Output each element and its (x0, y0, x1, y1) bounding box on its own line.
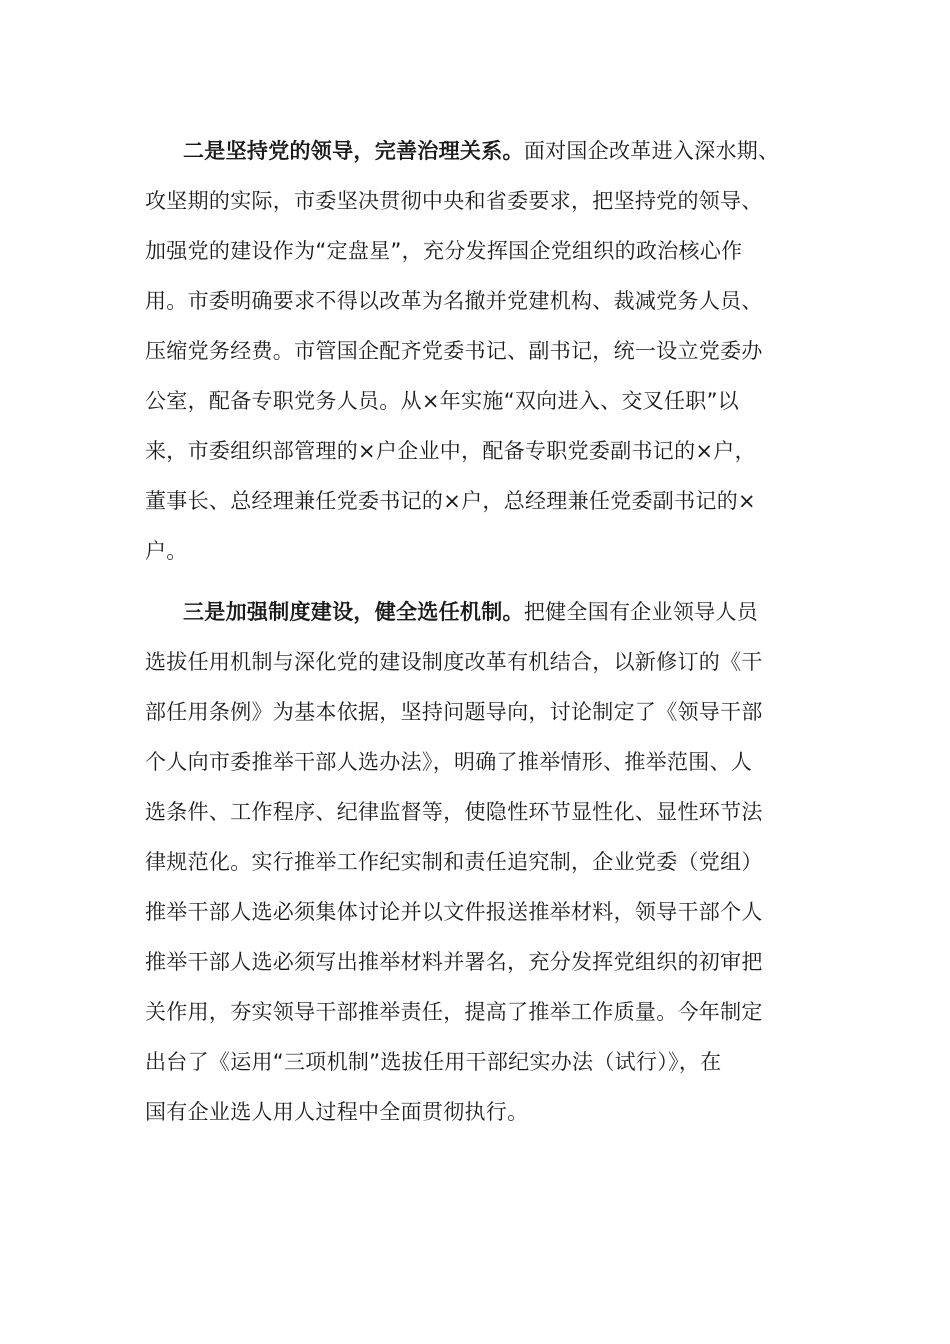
paragraph-2-line-10: 出台了《运用“三项机制”选拔任用干部纪实办法（试行）》，在 (145, 1050, 722, 1074)
paragraph-1-line-8: 董事长、总经理兼任党委书记的×户，总经理兼任党委副书记的× (145, 489, 756, 513)
paragraph-1-line-9: 户。 (145, 539, 188, 563)
paragraph-1-line-6: 公室，配备专职党务人员。从×年实施“双向进入、交叉任职”以 (145, 389, 740, 413)
paragraph-1-line-1 (183, 136, 779, 166)
paragraph-2-line-1 (183, 597, 758, 627)
paragraph-2-line-8: 推举干部人选必须写出推举材料并署名，充分发挥党组织的初审把 (145, 950, 763, 974)
paragraph-2-line-3: 部任用条例》为基本依据，坚持问题导向，讨论制定了《领导干部 (145, 700, 763, 724)
paragraph-2-line-11: 国有企业选人用人过程中全面贯彻执行。 (145, 1100, 529, 1124)
paragraph-1-heading: 二是坚持党的领导，完善治理关系。 (183, 139, 524, 163)
paragraph-2-line-6: 律规范化。实行推举工作纪实制和责任追究制，企业党委（党组） (145, 850, 763, 874)
paragraph-2-line-7: 推举干部人选必须集体讨论并以文件报送推举材料，领导干部个人 (145, 900, 763, 924)
paragraph-1-line-2: 攻坚期的实际，市委坚决贯彻中央和省委要求，把坚持党的领导、 (145, 189, 763, 213)
paragraph-2-line-2: 选拔任用机制与深化党的建设制度改革有机结合，以新修订的《干 (145, 650, 763, 674)
paragraph-2-line-5: 选条件、工作程序、纪律监督等，使隐性环节显性化、显性环节法 (145, 800, 763, 824)
paragraph-1-line-7: 来，市委组织部管理的×户企业中，配备专职党委副书记的×户， (145, 439, 756, 463)
paragraph-1-line-4: 用。市委明确要求不得以改革为名撤并党建机构、裁减党务人员、 (145, 289, 763, 313)
paragraph-1-line-1-text: 面对国企改革进入深水期、 (523, 139, 780, 163)
paragraph-1-line-5: 压缩党务经费。市管国企配齐党委书记、副书记，统一设立党委办 (145, 339, 763, 363)
paragraph-2-line-4: 个人向市委推举干部人选办法》，明确了推举情形、推举范围、人 (145, 750, 753, 774)
paragraph-1-line-3: 加强党的建设作为“定盘星”，充分发挥国企党组织的政治核心作 (145, 239, 743, 263)
paragraph-2-line-9: 关作用，夯实领导干部推举责任，提高了推举工作质量。今年制定 (145, 1000, 763, 1024)
paragraph-2-heading: 三是加强制度建设，健全选任机制。 (183, 600, 524, 624)
paragraph-2-line-1-text: 把健全国有企业领导人员 (523, 600, 759, 624)
